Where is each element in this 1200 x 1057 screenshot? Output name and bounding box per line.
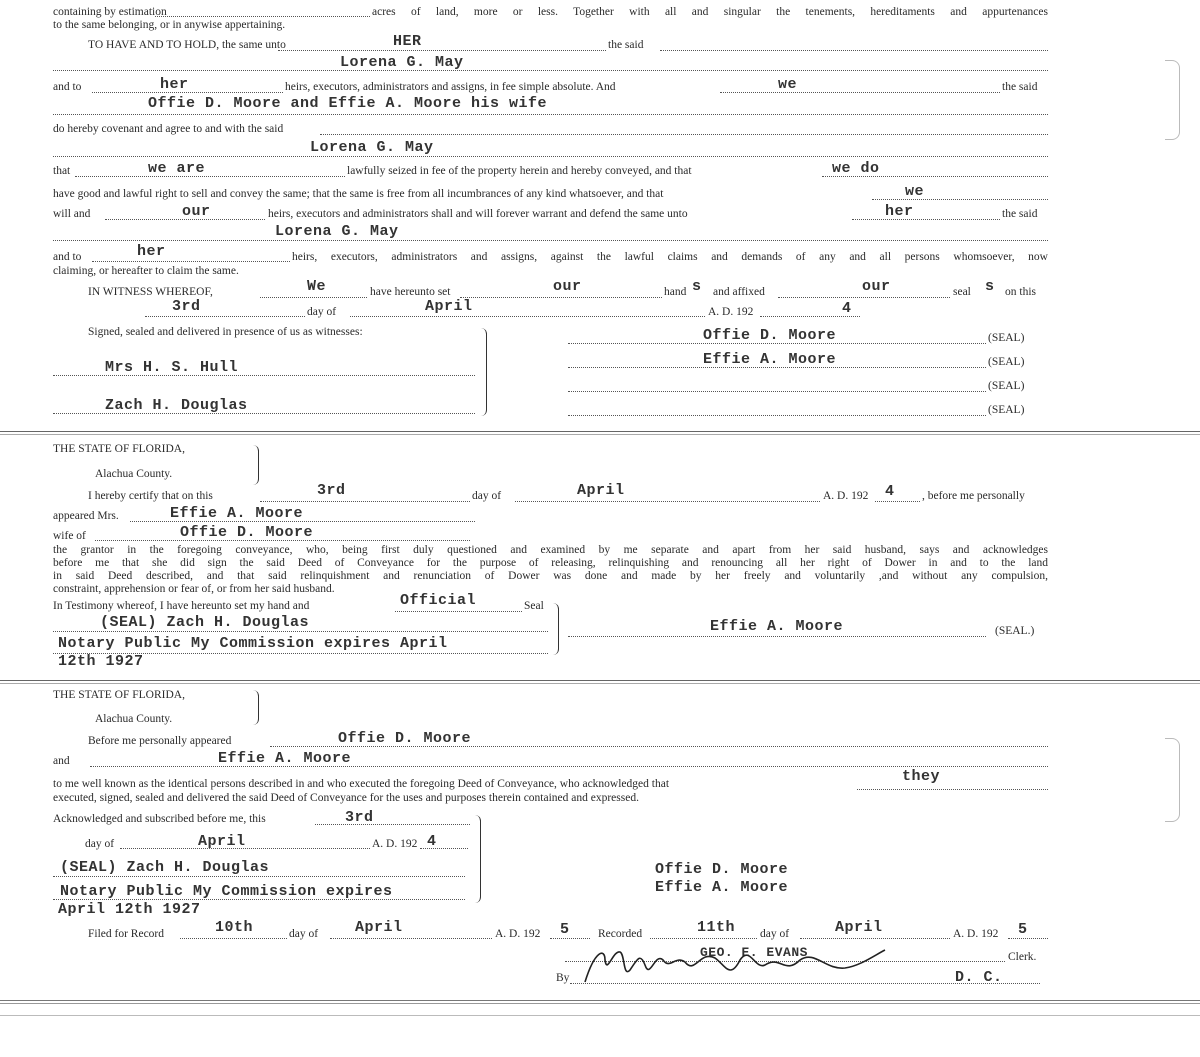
before-me-text: , before me personally (922, 490, 1025, 502)
day-value: 3rd (317, 482, 346, 499)
ad-label: A. D. 192 (823, 490, 869, 502)
day-value: 3rd (172, 298, 201, 315)
seal-s: s (985, 278, 995, 295)
deputy-clerk-signature (575, 940, 895, 990)
seal-value: our (862, 278, 891, 295)
year-digit: 4 (427, 833, 437, 850)
seal-mark: (SEAL) (988, 356, 1025, 368)
grantors-names: Offie D. Moore and Effie A. Moore his wife (148, 95, 548, 112)
seal-word: Seal (524, 600, 544, 612)
ad-label: A. D. 192 (953, 928, 999, 940)
grantor-signature: Offie D. Moore (703, 327, 837, 344)
grantee-name: Lorena G. May (340, 54, 464, 71)
grantor-signature: Effie A. Moore (655, 879, 789, 896)
state-heading: THE STATE OF FLORIDA, (53, 689, 185, 701)
notary-signature: (SEAL) Zach H. Douglas (60, 859, 270, 876)
notary-commission: Notary Public My Commission expires April (58, 635, 448, 652)
day-of-label: day of (307, 306, 337, 318)
seal-mark: (SEAL) (988, 404, 1025, 416)
and-to-label: and to (53, 81, 82, 93)
warrant-value: her (885, 203, 914, 220)
seal-mark: (SEAL.) (995, 625, 1035, 637)
good-right-value: we (905, 183, 925, 200)
recorded-month: April (835, 919, 883, 936)
county-heading: Alachua County. (95, 468, 173, 480)
paragraph-line: constraint, apprehension or fear of, or from her said husband. (53, 583, 335, 595)
day-of-label: day of (85, 838, 115, 850)
good-right-text: have good and lawful right to sell and convey the same; that the same is free from all incumbrances of any kind whatsoever, and that (53, 188, 664, 200)
clerk-name: GEO. E. EVANS (700, 945, 808, 960)
day-value: 3rd (345, 809, 374, 826)
we-value: we (778, 76, 798, 93)
the-said-label: the said (608, 39, 644, 51)
signed-sealed-text: Signed, sealed and delivered in presence of us as witnesses: (88, 326, 363, 338)
and-to-value: her (160, 76, 189, 93)
clerk-label: Clerk. (1008, 951, 1037, 963)
paragraph-line: in said Deed described, and that said relinquishment and renunciation of Dower was done and made by her freely and voluntarily ,and without any compulsion, (53, 570, 1048, 582)
belonging-text: to the same belonging, or in anywise appertaining. (53, 19, 286, 31)
appeared-label: appeared Mrs. (53, 510, 119, 522)
binder-hole-mark (1165, 738, 1180, 822)
month-value: April (198, 833, 246, 850)
and-value: Effie A. Moore (218, 750, 352, 767)
by-label: By (556, 972, 570, 984)
recorded-year-digit: 5 (1018, 921, 1028, 938)
witness-signature: Zach H. Douglas (105, 397, 248, 414)
day-of-label: day of (472, 490, 502, 502)
witness-label: IN WITNESS WHEREOF, (88, 286, 213, 298)
seal-mark: (SEAL) (988, 332, 1025, 344)
and-to-label: and to (53, 251, 82, 263)
that-value: we are (148, 160, 206, 177)
filed-label: Filed for Record (88, 928, 165, 940)
wife-of-value: Offie D. Moore (180, 524, 314, 541)
hand-s: s (692, 278, 702, 295)
seal-mark: (SEAL) (988, 380, 1025, 392)
appeared-value: Offie D. Moore (338, 730, 472, 747)
year-digit: 4 (885, 483, 895, 500)
seized-value: we do (832, 160, 880, 177)
filed-month: April (355, 919, 403, 936)
witness-value: We (307, 278, 327, 295)
heirs-claims-text: heirs, executors, administrators and assigns, against the lawful claims and demands of any and all persons whomsoever, now (292, 251, 1048, 263)
affixed-label: and affixed (713, 286, 765, 298)
the-said-label: the said (1002, 208, 1038, 220)
deputy-clerk-label: D. C. (955, 969, 1003, 986)
paragraph-line: before me that she did sign the said Deed of Conveyance for the purpose of releasing, relinquishing and renouncing all her right of Dower in and to the land (53, 557, 1048, 569)
witness-signature: Mrs H. S. Hull (105, 359, 239, 376)
well-known-value: they (902, 768, 941, 785)
on-this-label: on this (1005, 286, 1036, 298)
notary-expiry: April 12th 1927 (58, 901, 201, 918)
month-value: April (577, 482, 625, 499)
appeared-value: Effie A. Moore (170, 505, 304, 522)
wife-of-label: wife of (53, 530, 86, 542)
habendum-text: TO HAVE AND TO HOLD, the same unto (88, 39, 286, 51)
acknowledged-text: Acknowledged and subscribed before me, this (53, 813, 266, 825)
and-label: and (53, 755, 70, 767)
notary-signature: (SEAL) Zach H. Douglas (100, 614, 310, 631)
wife-signature: Effie A. Moore (710, 618, 844, 635)
grantor-signature: Offie D. Moore (655, 861, 789, 878)
executed-text: executed, signed, sealed and delivered the said Deed of Conveyance for the uses and purposes therein contained and expressed. (53, 792, 639, 804)
will-and-label: will and (53, 208, 91, 220)
notary-expiry: 12th 1927 (58, 653, 144, 670)
state-heading: THE STATE OF FLORIDA, (53, 443, 185, 455)
grantee-name: Lorena G. May (275, 223, 399, 240)
seized-text: lawfully seized in fee of the property herein and hereby conveyed, and that (347, 165, 692, 177)
hand-value: our (553, 278, 582, 295)
day-of-label: day of (760, 928, 790, 940)
ad-label: A. D. 192 (372, 838, 418, 850)
acres-label: containing by estimation (53, 6, 167, 18)
seal-label: seal (953, 286, 971, 298)
acres-text: acres of land, more or less. Together with all and singular the tenements, hereditaments and appurtenances (372, 6, 1048, 18)
warrant-text: heirs, executors and administrators shall and will forever warrant and defend the same unto (268, 208, 688, 220)
recorded-label: Recorded (598, 928, 643, 940)
testimony-value: Official (400, 592, 477, 609)
certify-text: I hereby certify that on this (88, 490, 213, 502)
testimony-text: In Testimony whereof, I have hereunto set my hand and (53, 600, 310, 612)
binder-hole-mark (1165, 60, 1180, 140)
before-me-text: Before me personally appeared (88, 735, 232, 747)
recorded-day: 11th (697, 919, 736, 936)
heirs-fee-text: heirs, executors, administrators and assigns, in fee simple absolute. And (285, 81, 616, 93)
unto-value: HER (393, 33, 422, 50)
that-label: that (53, 165, 71, 177)
paragraph-line: the grantor in the foregoing conveyance, who, being first duly questioned and examined by me separate and apart from her said husband, says and acknowledges (53, 544, 1048, 556)
well-known-text: to me well known as the identical persons described in and who executed the foregoing Deed of Conveyance, who acknowledged that (53, 778, 670, 790)
hereunto-set-label: have hereunto set (370, 286, 451, 298)
covenant-text: do hereby covenant and agree to and with the said (53, 123, 284, 135)
filed-day: 10th (215, 919, 254, 936)
ad-label: A. D. 192 (495, 928, 541, 940)
month-value: April (425, 298, 473, 315)
notary-commission: Notary Public My Commission expires (60, 883, 393, 900)
the-said-label: the said (1002, 81, 1038, 93)
hand-label: hand (664, 286, 687, 298)
and-to-value: her (137, 243, 166, 260)
claiming-text: claiming, or hereafter to claim the same. (53, 265, 239, 277)
will-value: our (182, 203, 211, 220)
grantor-signature: Effie A. Moore (703, 351, 837, 368)
ad-label: A. D. 192 (708, 306, 754, 318)
county-heading: Alachua County. (95, 713, 173, 725)
grantee-name: Lorena G. May (310, 139, 434, 156)
filed-year-digit: 5 (560, 921, 570, 938)
day-of-label: day of (289, 928, 319, 940)
year-digit: 4 (842, 300, 852, 317)
